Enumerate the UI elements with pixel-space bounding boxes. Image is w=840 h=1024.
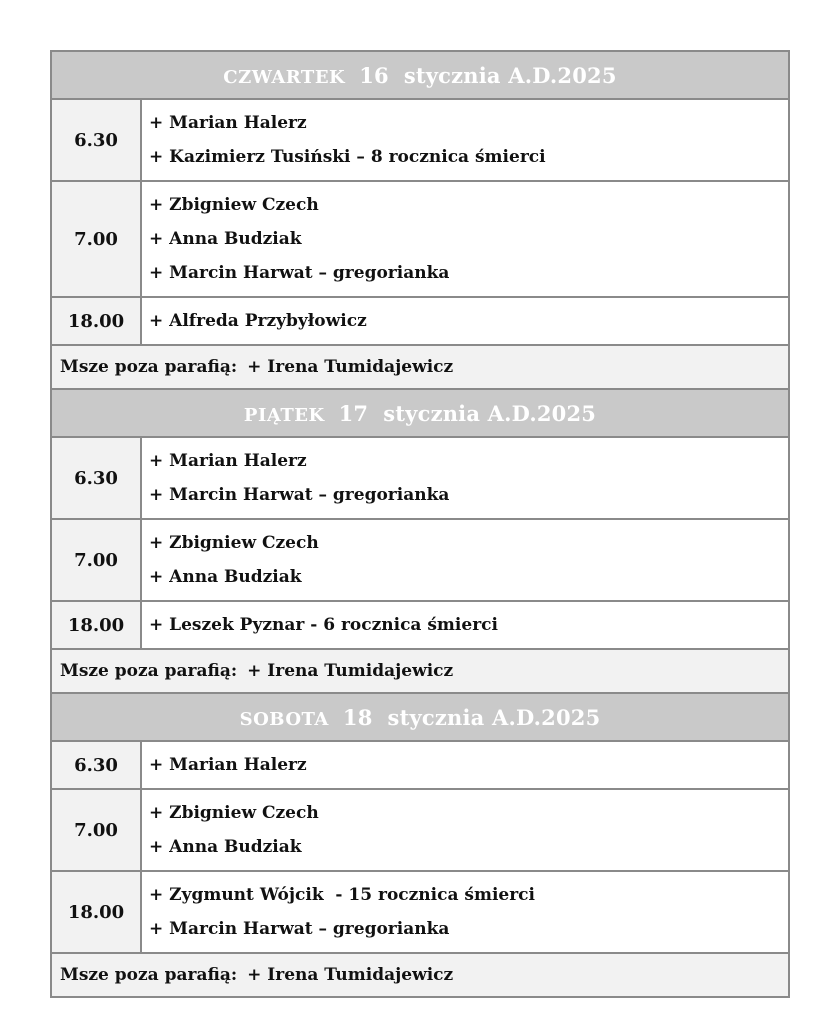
outside-parish-label: Msze poza parafią: (60, 965, 238, 985)
day-date: 17 stycznia A.D.2025 (338, 400, 597, 426)
mass-time: 18.00 (51, 601, 141, 649)
day-date: 18 stycznia A.D.2025 (342, 704, 601, 730)
mass-time: 7.00 (51, 181, 141, 297)
mass-time: 7.00 (51, 789, 141, 871)
mass-time: 18.00 (51, 871, 141, 953)
mass-row (51, 437, 789, 519)
intention-item: + Anna Budziak (149, 229, 302, 249)
intention-item: + Marian Halerz (149, 113, 307, 133)
day-header (51, 693, 789, 741)
outside-parish-label: Msze poza parafią: (60, 357, 238, 377)
mass-intentions-table (50, 50, 790, 998)
day-date: 16 stycznia A.D.2025 (359, 62, 617, 88)
intention-item: + Zbigniew Czech (149, 803, 319, 823)
day-header-row (51, 51, 789, 99)
mass-time: 18.00 (51, 297, 141, 345)
outside-parish-row (51, 649, 789, 693)
intention-item: + Anna Budziak (149, 837, 302, 857)
intention-item: + Kazimierz Tusiński – 8 rocznica śmierci (149, 147, 546, 167)
mass-intentions (141, 99, 789, 181)
intention-item: + Zbigniew Czech (149, 195, 319, 215)
mass-row (51, 741, 789, 789)
intention-item: + Marcin Harwat – gregorianka (149, 919, 450, 939)
mass-intentions (141, 297, 789, 345)
intention-item: + Zbigniew Czech (149, 533, 319, 553)
outside-parish (51, 649, 789, 693)
mass-time: 6.30 (51, 99, 141, 181)
intention-item: + Marcin Harwat – gregorianka (149, 263, 450, 283)
outside-parish-row (51, 345, 789, 389)
mass-row (51, 297, 789, 345)
outside-parish-value: + Irena Tumidajewicz (247, 661, 454, 681)
outside-parish (51, 953, 789, 997)
intention-item: + Leszek Pyznar - 6 rocznica śmierci (149, 615, 498, 635)
mass-time: 6.30 (51, 741, 141, 789)
day-header (51, 51, 789, 99)
mass-row (51, 789, 789, 871)
day-name: SOBOTA (239, 708, 329, 730)
mass-row (51, 99, 789, 181)
mass-row (51, 181, 789, 297)
mass-row (51, 601, 789, 649)
outside-parish-value: + Irena Tumidajewicz (247, 965, 454, 985)
mass-intentions (141, 601, 789, 649)
day-header-row (51, 389, 789, 437)
mass-intentions (141, 871, 789, 953)
day-header (51, 389, 789, 437)
intention-item: + Anna Budziak (149, 567, 302, 587)
outside-parish (51, 345, 789, 389)
mass-intentions (141, 181, 789, 297)
mass-row (51, 871, 789, 953)
mass-time: 7.00 (51, 519, 141, 601)
outside-parish-label: Msze poza parafią: (60, 661, 238, 681)
outside-parish-value: + Irena Tumidajewicz (247, 357, 454, 377)
day-name: PIĄTEK (243, 404, 325, 426)
day-name: CZWARTEK (223, 66, 346, 88)
mass-intentions (141, 437, 789, 519)
mass-intentions (141, 519, 789, 601)
intention-item: + Zygmunt Wójcik - 15 rocznica śmierci (149, 885, 535, 905)
intention-item: + Marian Halerz (149, 451, 307, 471)
mass-row (51, 519, 789, 601)
day-header-row (51, 693, 789, 741)
intention-item: + Alfreda Przybyłowicz (149, 311, 367, 331)
intention-item: + Marian Halerz (149, 755, 307, 775)
outside-parish-row (51, 953, 789, 997)
mass-time: 6.30 (51, 437, 141, 519)
intention-item: + Marcin Harwat – gregorianka (149, 485, 450, 505)
mass-intentions (141, 789, 789, 871)
mass-intentions-body (51, 51, 789, 997)
mass-intentions (141, 741, 789, 789)
